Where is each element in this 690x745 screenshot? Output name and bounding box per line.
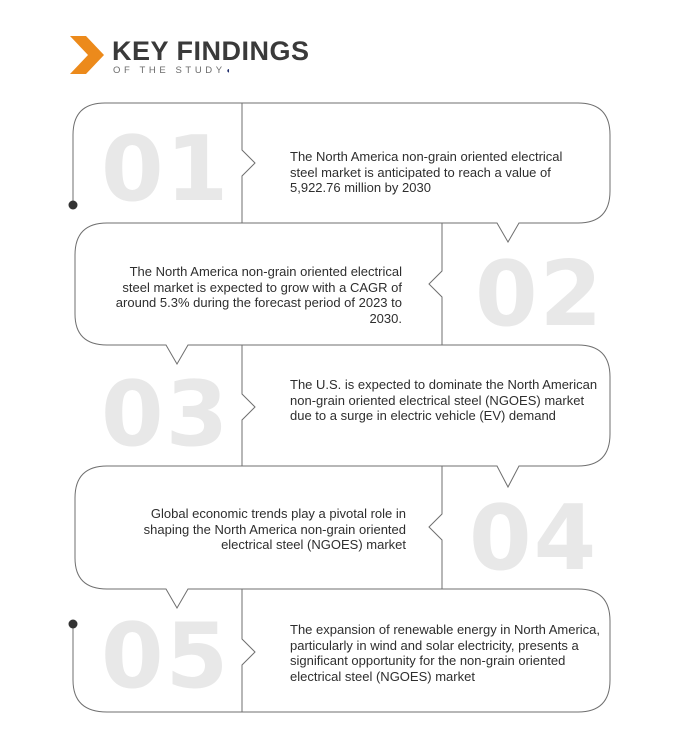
timeline-end-dot bbox=[69, 620, 78, 629]
finding-number-02: 02 bbox=[475, 242, 605, 347]
finding-text-05: The expansion of renewable energy in North America, particularly in wind and solar electricity, presents a significant opportunity for the non-grain oriented electrical steel (NGOES) market bbox=[290, 622, 601, 684]
finding-number-05: 05 bbox=[101, 604, 231, 709]
page-subtitle: OF THE STUDY◖ bbox=[113, 65, 231, 76]
finding-text-01: The North America non-grain oriented electrical steel market is anticipated to reach a value of 5,922.76 million by 2030 bbox=[290, 149, 563, 195]
finding-number-03: 03 bbox=[101, 362, 231, 467]
finding-text-03: The U.S. is expected to dominate the North American non-grain oriented electrical steel (NGOES) market due to a surge in electric vehicle (EV) demand bbox=[290, 377, 598, 423]
moon-icon: ◖ bbox=[225, 66, 231, 75]
finding-text-02: The North America non-grain oriented electrical steel market is expected to grow with a CAGR of around 5.3% during the forecast period of 2023 to 2030. bbox=[115, 264, 402, 326]
page-title: KEY FINDINGS bbox=[112, 36, 310, 66]
finding-number-04: 04 bbox=[469, 486, 599, 591]
finding-text-04: Global economic trends play a pivotal role in shaping the North America non-grain oriented electrical steel (NGOES) market bbox=[143, 506, 406, 552]
timeline-start-dot bbox=[69, 201, 78, 210]
finding-number-01: 01 bbox=[101, 117, 231, 222]
